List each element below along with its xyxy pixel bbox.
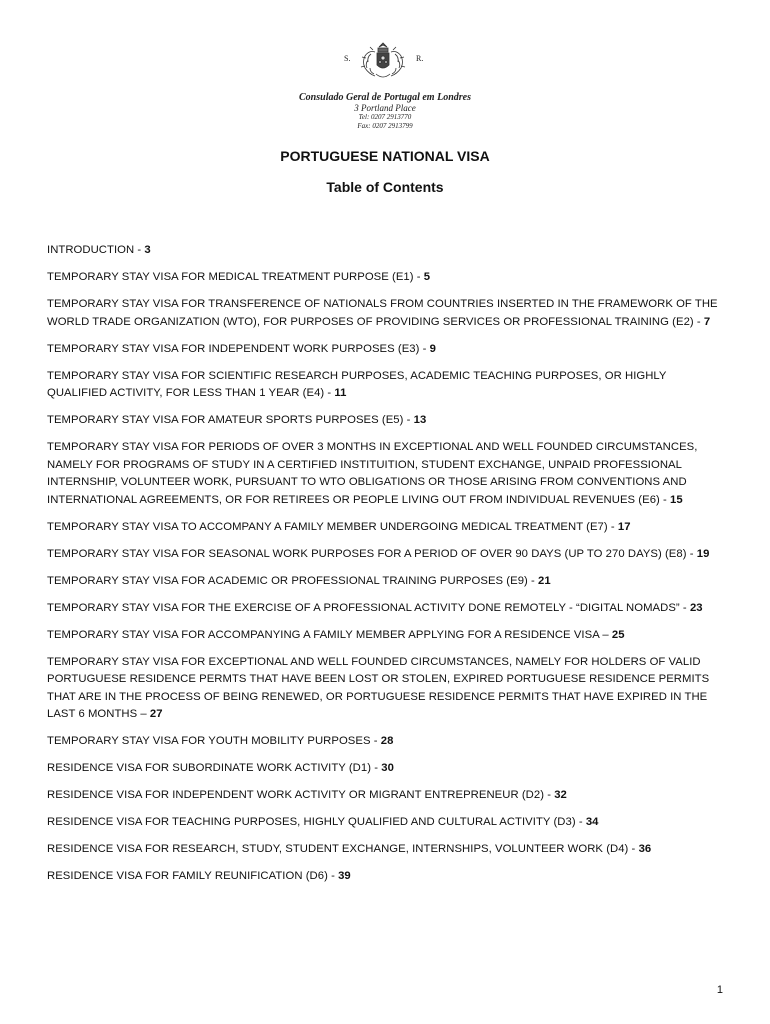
toc-entry-page: 17: [617, 520, 631, 533]
toc-entry-title: TEMPORARY STAY VISA FOR INDEPENDENT WORK PURPOSES (E3) -: [47, 342, 430, 355]
toc-entry: [47, 787, 727, 805]
consulate-letterhead: [0, 92, 770, 131]
page-number: 1: [716, 984, 723, 996]
toc-entry-page: 34: [585, 816, 599, 828]
letterhead-crest: [0, 40, 770, 82]
toc-entry-page: 7: [703, 315, 711, 328]
toc-entry-title: TEMPORARY STAY VISA FOR ACCOMPANYING A FAMILY MEMBER APPLYING FOR A RESIDENCE VISA –: [47, 628, 612, 641]
toc-entry-page: 25: [611, 628, 625, 641]
toc-entry: [47, 760, 727, 778]
toc-entry-page: 9: [429, 342, 436, 355]
toc-entry-page: 28: [380, 735, 394, 747]
document-title: PORTUGUESE NATIONAL VISA: [280, 148, 490, 164]
toc-entry-title: TEMPORARY STAY VISA FOR THE EXERCISE OF A PROFESSIONAL ACTIVITY DONE REMOTELY - “DIGITAL NOMADS” -: [47, 601, 690, 614]
consulate-name: Consulado Geral de Portugal em Londres: [299, 92, 471, 103]
toc-entry-title: TEMPORARY STAY VISA FOR ACADEMIC OR PROFESSIONAL TRAINING PURPOSES (E9) -: [47, 574, 539, 587]
toc-entry: [47, 733, 727, 751]
toc-heading: Table of Contents: [326, 179, 444, 195]
toc-entry-page: 39: [338, 870, 351, 882]
toc-entry-title: RESIDENCE VISA FOR FAMILY REUNIFICATION (D6) -: [47, 870, 339, 882]
crest-letter-left: S.: [344, 54, 351, 63]
toc-entry-title: INTRODUCTION -: [47, 244, 145, 256]
toc-entry-title: TEMPORARY STAY VISA FOR EXCEPTIONAL AND WELL FOUNDED CIRCUMSTANCES, NAMELY FOR HOLDERS OF VALID PORTUGUESE RESIDENCE PERMTS THAT HAVE BEEN LOST OR STOLEN, EXPIRED PORTUGUESE RESIDENCE PERMITS THAT ARE IN THE PROCESS OF BEING RENEWED, OR PORTUGUESE RESIDENCE PERMITS THAT HAVE EXPIRED IN THE LAST 6 MONTHS –: [47, 655, 710, 720]
toc-entry-page: 21: [538, 574, 551, 587]
crest-letter-right: R.: [416, 54, 424, 63]
toc-entry: [47, 627, 727, 645]
toc-entry-page: 30: [381, 762, 394, 774]
toc-entry-page: 19: [696, 547, 710, 560]
toc-entry-title: TEMPORARY STAY VISA FOR SCIENTIFIC RESEARCH PURPOSES, ACADEMIC TEACHING PURPOSES, OR HIGHLY QUALIFIED ACTIVITY, FOR LESS THAN 1 YEAR (E4) -: [47, 369, 667, 399]
toc-entry-page: 15: [670, 493, 683, 506]
toc-entry-page: 32: [554, 789, 567, 801]
toc-entry: [47, 439, 727, 509]
consulate-fax: Fax: 0207 2913799: [357, 122, 413, 130]
toc-entry-title: TEMPORARY STAY VISA FOR MEDICAL TREATMENT PURPOSE (E1) -: [47, 271, 424, 283]
toc-entry-title: RESIDENCE VISA FOR RESEARCH, STUDY, STUDENT EXCHANGE, INTERNSHIPS, VOLUNTEER WORK (D4) -: [47, 843, 639, 855]
toc-entry-title: TEMPORARY STAY VISA TO ACCOMPANY A FAMILY MEMBER UNDERGOING MEDICAL TREATMENT (E7) -: [47, 520, 618, 533]
toc-entry-page: 36: [638, 843, 652, 855]
toc-entry-title: RESIDENCE VISA FOR INDEPENDENT WORK ACTIVITY OR MIGRANT ENTREPRENEUR (D2) -: [47, 789, 555, 801]
table-of-contents: [47, 242, 727, 895]
toc-entry-title: TEMPORARY STAY VISA FOR TRANSFERENCE OF NATIONALS FROM COUNTRIES INSERTED IN THE FRAMEWORK OF THE WORLD TRADE ORGANIZATION (WTO), FOR PURPOSES OF PROVIDING SERVICES OR PROFESSIONAL TRAINING (E2) -: [47, 298, 718, 328]
toc-entry-title: TEMPORARY STAY VISA FOR PERIODS OF OVER 3 MONTHS IN EXCEPTIONAL AND WELL FOUNDED CIRCUMSTANCES, NAMELY FOR PROGRAMS OF STUDY IN A CERTIFIED INSTITUITION, STUDENT EXCHANGE, UNPAID PROFESSIONAL INTERNSHIP, VOLUNTEER WORK, PURSUANT TO WTO OBLIGATIONS OR THOSE ARISING FROM CONVENTIONS AND INTERNATIONAL AGREEMENTS, OR FOR RETIREES OR PEOPLE LIVING OUT FROM INDIVIDUAL REVENUES (E6) -: [47, 441, 698, 506]
toc-entry: [47, 341, 727, 359]
toc-entry: [47, 868, 727, 886]
toc-entry: [47, 412, 727, 430]
toc-entry: [47, 814, 727, 832]
toc-entry: [47, 841, 727, 859]
toc-entry-title: RESIDENCE VISA FOR TEACHING PURPOSES, HIGHLY QUALIFIED AND CULTURAL ACTIVITY (D3) -: [47, 816, 586, 828]
toc-entry: [47, 519, 727, 537]
toc-entry: [47, 269, 727, 287]
toc-entry-page: 27: [149, 708, 163, 720]
toc-entry: [47, 368, 727, 403]
toc-entry: [47, 654, 727, 724]
coat-of-arms-icon: [356, 40, 410, 82]
toc-entry-title: RESIDENCE VISA FOR SUBORDINATE WORK ACTIVITY (D1) -: [47, 762, 382, 774]
toc-entry: [47, 296, 727, 331]
toc-entry-page: 11: [334, 387, 347, 399]
toc-entry-page: 13: [413, 414, 427, 426]
toc-entry-title: TEMPORARY STAY VISA FOR YOUTH MOBILITY PURPOSES -: [47, 735, 381, 747]
toc-entry: [47, 573, 727, 591]
toc-entry-page: 5: [423, 271, 431, 283]
toc-entry: [47, 600, 727, 618]
consulate-address: 3 Portland Place: [354, 103, 416, 113]
toc-entry-page: 3: [144, 244, 151, 256]
toc-entry-title: TEMPORARY STAY VISA FOR SEASONAL WORK PURPOSES FOR A PERIOD OF OVER 90 DAYS (UP TO 270 DAYS) (E8) -: [47, 547, 697, 560]
toc-entry-title: TEMPORARY STAY VISA FOR AMATEUR SPORTS PURPOSES (E5) -: [47, 414, 414, 426]
toc-entry: [47, 242, 727, 260]
toc-entry: [47, 546, 727, 564]
consulate-phone: Tel: 0207 2913770: [358, 113, 412, 121]
toc-entry-page: 23: [689, 601, 703, 614]
